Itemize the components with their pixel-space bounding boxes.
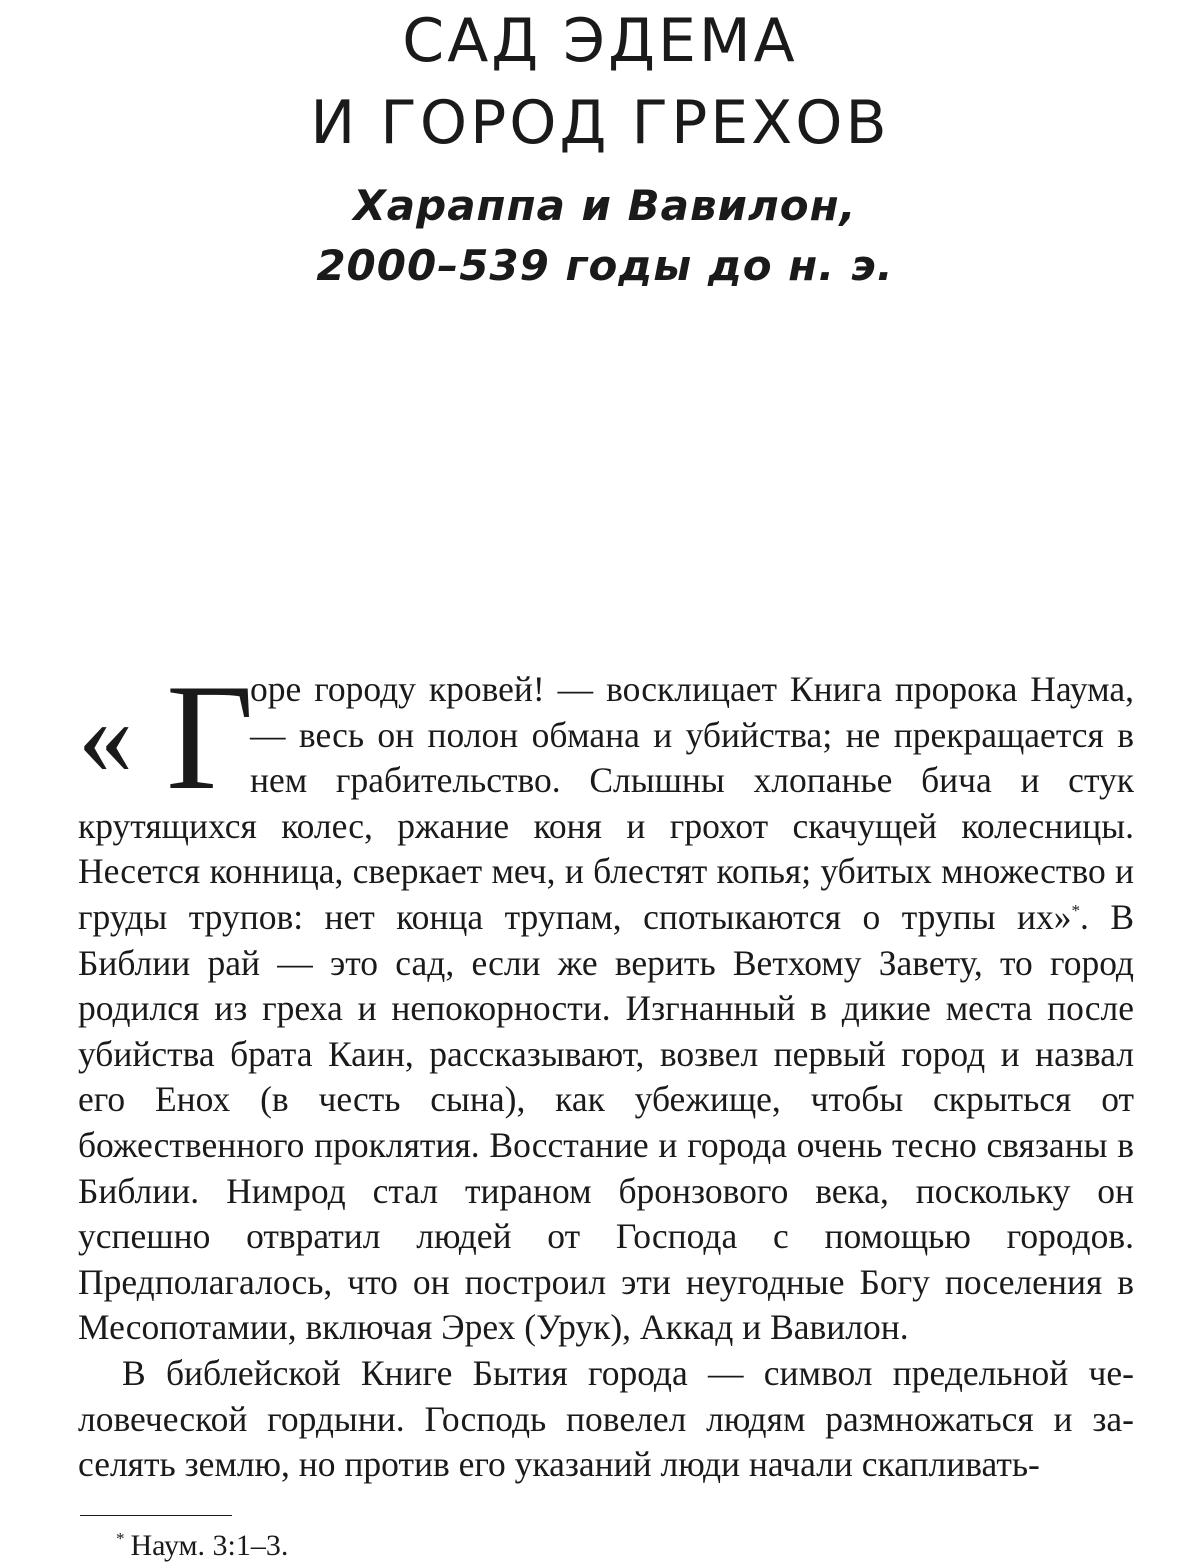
chapter-title-line-1: САД ЭДЕМА [402,6,798,76]
paragraph-1 [78,653,1134,1351]
chapter-subtitle-line-2: 2000–539 годы до н. э. [316,241,894,290]
drop-cap-letter: Г [166,653,254,821]
chapter-subtitle-line-1: Хараппа и Вавилон, [353,181,857,230]
chapter-body [78,653,1134,1488]
drop-cap-quote-mark: « [78,675,133,797]
footnote-mark: * [116,1529,125,1548]
footnote-reference: * [1071,901,1080,921]
chapter-subtitle [0,176,1200,296]
footnote-text: Наум. 3:1–3. [130,1529,289,1562]
drop-cap [78,653,254,821]
footnote [116,1526,288,1566]
chapter-title [0,0,1200,164]
paragraph-2: В библейской Книге Бытия города — символ предельной человеческой гордыни. Господь повелел людям размножаться и заселять землю, но против его указаний люди начали скапливать- [78,1352,1134,1485]
paragraph-1-text-part-1: оре городу кровей! — восклицает Книга пророка Наума, — весь он полон обмана и убийства; не прекращается в нем грабительство. Слышны хлопанье бича и стук крутящихся колес, ржание коня и грохот скачущей колесницы. Несется конница, сверкает меч, и блестят копья; убитых множество и груды трупов: нет конца трупам, спотыкаются о трупы их» [78,669,1134,937]
paragraph-1-text-part-2: . В Библии рай — это сад, если же верить Ветхому Завету, то город родился из греха и непокорности. Изгнанный в дикие места после убийства брата Каин, рассказывают, возвел первый город и назвал его Енох (в честь сына), как убежище, чтобы скрыться от божественного проклятия. Восстание и города очень тесно связаны в Библии. Нимрод стал тираном бронзового века, поскольку он успешно отвратил людей от Господа с помощью городов. Предполагалось, что он построил эти неугодные Богу поселения в Месопотамии, включая Эрех (Урук), Аккад и Вавилон. [78,896,1134,1348]
chapter-title-line-2: И ГОРОД ГРЕХОВ [310,88,890,158]
footnote-divider [80,1515,232,1516]
